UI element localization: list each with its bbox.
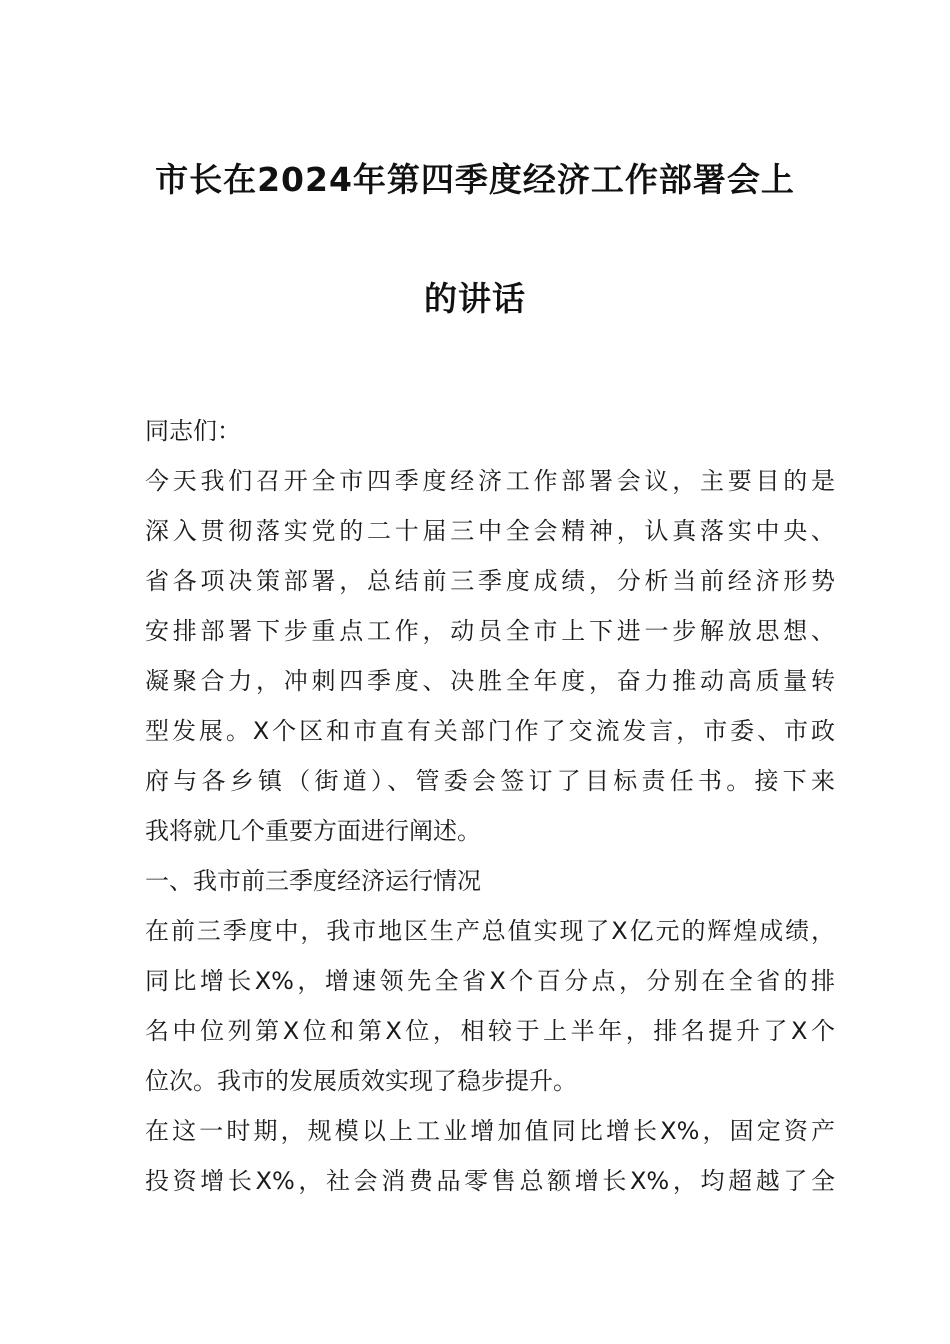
paragraph-line: 型发展。X个区和市直有关部门作了交流发言，市委、市政 xyxy=(145,717,835,745)
paragraph-line: 安排部署下步重点工作，动员全市上下进一步解放思想、 xyxy=(145,617,835,645)
document-title-line-2: 的讲话 xyxy=(424,279,526,318)
paragraph-line: 位次。我市的发展质效实现了稳步提升。 xyxy=(145,1067,577,1095)
document-body xyxy=(145,413,835,1213)
paragraph-line: 深入贯彻落实党的二十届三中全会精神，认真落实中央、 xyxy=(145,517,835,545)
paragraph-line: 省各项决策部署，总结前三季度成绩，分析当前经济形势 xyxy=(145,567,835,595)
paragraph-line: 我将就几个重要方面进行阐述。 xyxy=(145,817,481,845)
paragraph-line: 名中位列第X位和第X位，相较于上半年，排名提升了X个 xyxy=(145,1017,835,1045)
paragraph-line: 凝聚合力，冲刺四季度、决胜全年度，奋力推动高质量转 xyxy=(145,667,835,695)
paragraph-line: 府与各乡镇（街道）、管委会签订了目标责任书。接下来 xyxy=(145,767,835,795)
paragraph-line: 在这一时期，规模以上工业增加值同比增长X%，固定资产 xyxy=(145,1117,835,1145)
document-title-line-1: 市长在2024年第四季度经济工作部署会上 xyxy=(155,160,795,199)
paragraph-line: 今天我们召开全市四季度经济工作部署会议，主要目的是 xyxy=(145,467,835,495)
paragraph-line: 在前三季度中，我市地区生产总值实现了X亿元的辉煌成绩， xyxy=(145,917,835,945)
paragraph-line: 投资增长X%，社会消费品零售总额增长X%，均超越了全 xyxy=(145,1167,835,1195)
salutation-line: 同志们： xyxy=(145,417,241,445)
section-heading: 一、我市前三季度经济运行情况 xyxy=(145,867,481,895)
paragraph-line: 同比增长X%，增速领先全省X个百分点，分别在全省的排 xyxy=(145,967,835,995)
